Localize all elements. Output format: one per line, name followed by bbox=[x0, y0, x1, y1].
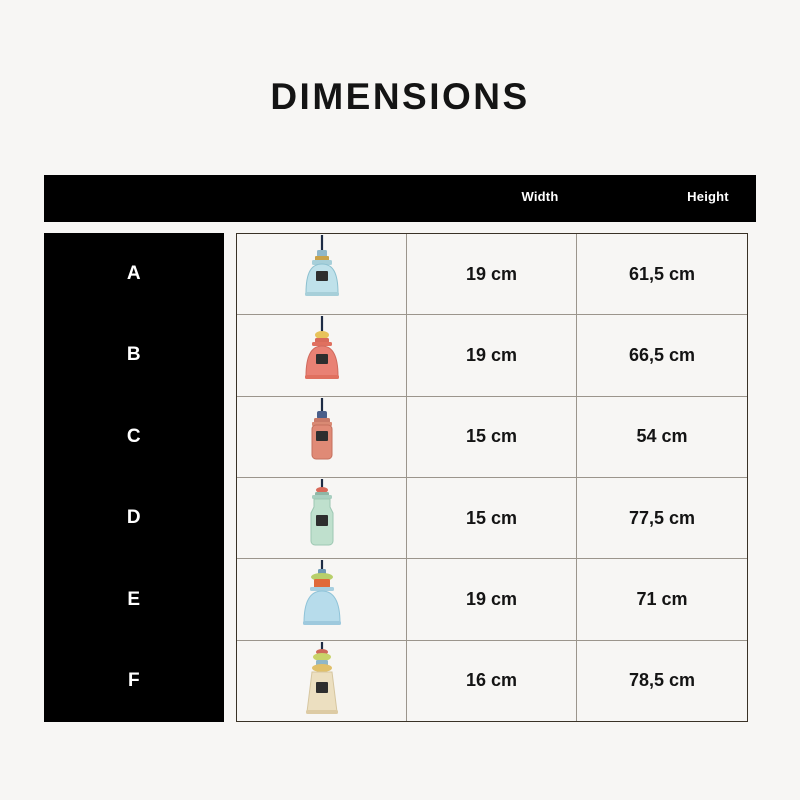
lamp-image-cell-f bbox=[237, 641, 407, 721]
row-letter-f: F bbox=[127, 670, 141, 692]
lamp-bell-blue-icon bbox=[290, 235, 354, 313]
width-value-f: 16 cm bbox=[407, 641, 577, 721]
width-value-d: 15 cm bbox=[407, 478, 577, 558]
column-header-height: Height bbox=[687, 189, 729, 204]
table-header-bar bbox=[44, 175, 756, 222]
row-letter-e: E bbox=[127, 588, 141, 610]
lamp-dome-blue-icon bbox=[290, 560, 354, 638]
row-letter-a: A bbox=[126, 262, 142, 284]
width-value-e: 19 cm bbox=[407, 559, 577, 639]
lamp-image-cell-a bbox=[237, 234, 407, 314]
row-letter-c: C bbox=[126, 425, 142, 447]
dimensions-table bbox=[236, 233, 748, 722]
column-header-width: Width bbox=[521, 189, 559, 204]
lamp-image-cell-e bbox=[237, 559, 407, 639]
page-title: DIMENSIONS bbox=[270, 76, 530, 117]
table-row bbox=[237, 397, 747, 478]
table-row bbox=[237, 234, 747, 315]
height-value-f: 78,5 cm bbox=[628, 670, 696, 691]
lamp-bottle-green-icon bbox=[290, 479, 354, 557]
width-value-a: 19 cm bbox=[407, 234, 577, 314]
width-value-c: 15 cm bbox=[407, 397, 577, 477]
width-value-b: 19 cm bbox=[407, 315, 577, 395]
row-letter-d: D bbox=[126, 507, 142, 529]
lamp-image-cell-b bbox=[237, 315, 407, 395]
row-letter-b: B bbox=[126, 344, 142, 366]
height-value-d: 77,5 cm bbox=[628, 507, 696, 528]
table-row bbox=[237, 315, 747, 396]
height-value-e: 71 cm bbox=[636, 588, 688, 609]
lamp-cylinder-red-icon bbox=[290, 398, 354, 476]
lamp-image-cell-d bbox=[237, 478, 407, 558]
lamp-image-cell-c bbox=[237, 397, 407, 477]
row-letter-column bbox=[44, 233, 224, 722]
lamp-tapered-beige-icon bbox=[290, 642, 354, 720]
table-row bbox=[237, 559, 747, 640]
table-row bbox=[237, 641, 747, 721]
table-row bbox=[237, 478, 747, 559]
lamp-bell-red-icon bbox=[290, 316, 354, 394]
height-value-a: 61,5 cm bbox=[628, 263, 696, 284]
height-value-c: 54 cm bbox=[636, 426, 688, 447]
height-value-b: 66,5 cm bbox=[628, 344, 696, 365]
